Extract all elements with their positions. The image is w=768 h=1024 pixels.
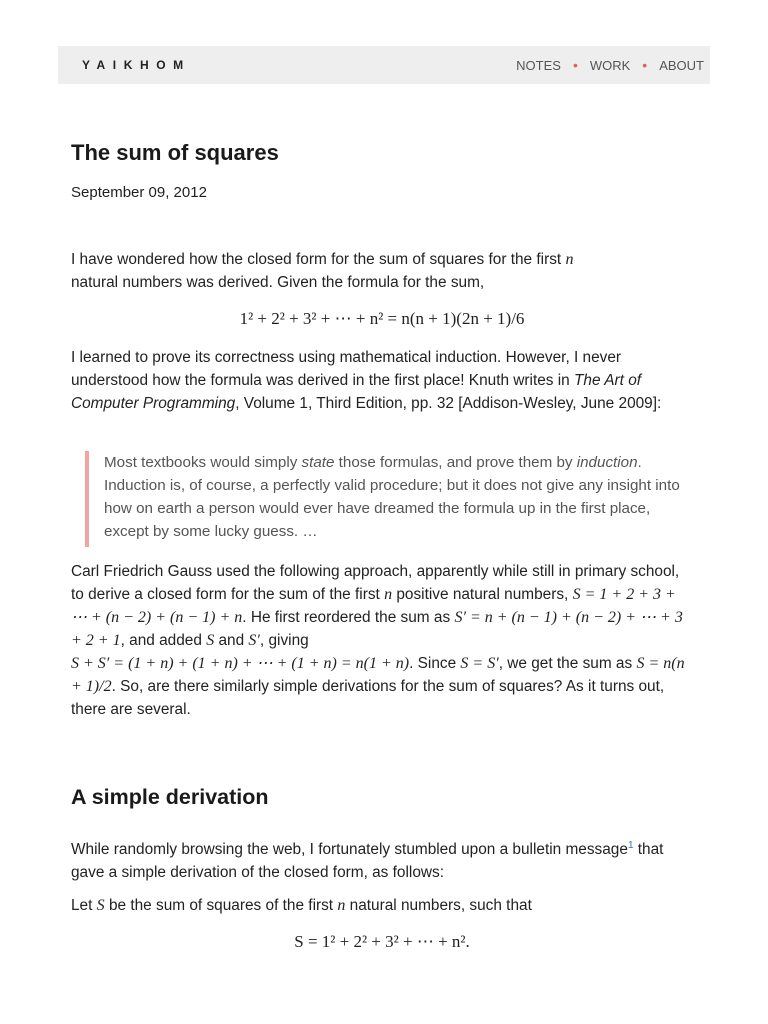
nav-item-notes[interactable]: NOTES [516,57,561,73]
knuth-blockquote: Most textbooks would simply state those formulas, and prove them by induction. Induction is, of course, a perfectly valid procedure; but it does not give any insight into how on earth a person would ever have dreamed the formula up in the first place, except by some lucky guess. … [85,451,689,547]
footnote-link[interactable]: 1 [627,840,634,851]
equation-s-definition: S = 1² + 2² + 3² + ⋯ + n². [294,932,470,951]
site-brand[interactable]: YAIKHOM [82,58,191,72]
paragraph-intro: I have wondered how the closed form for the sum of squares for the first n natural numbers was derived. Given the formula for the sum, [71,251,574,291]
nav-separator: • [642,57,648,73]
top-navbar [58,46,710,84]
paragraph-knuth: I learned to prove its correctness using mathematical induction. However, I never understood how the formula was derived in the first place! Knuth writes in The Art of Computer Programming, Volume 1, Third Edition, pp. 32 [Addison-Wesley, June 2009]: [71,349,662,412]
paragraph-bulletin: While randomly browsing the web, I fortunately stumbled upon a bulletin message$^1$ that gave a simple derivation of the closed form, as follows: [71,840,664,882]
nav-item-work[interactable]: WORK [589,57,631,73]
paragraph-let-s: Let S be the sum of squares of the first n natural numbers, such that [71,897,532,914]
article-title: The sum of squares [71,140,279,165]
equation-sum-of-squares: 1² + 2² + 3² + ⋯ + n² = n(n + 1)(2n + 1)/6 [239,309,525,328]
article-date: September 09, 2012 [71,184,207,201]
nav-item-about[interactable]: ABOUT [659,57,704,73]
nav-separator: • [572,57,578,73]
paragraph-gauss: Carl Friedrich Gauss used the following approach, apparently while still in primary school, to derive a closed form for the sum of the first n positive natural numbers, S = 1 + 2 + 3 + ⋯ + (n − 2) + (n − 1) + n. He first reordered the sum as S′ = n + (n − 1) + (n − 2) + ⋯ + 3 + 2 + 1, and added S and S′, giving S + S′ = (1 + n) + (1 + n) + ⋯ + (1 + n) = n(1 + n). Since S = S′, we get the sum as S = n(n + 1)/2. So, are there similarly simple derivations for the sum of squares? As it turns out, there are several. [71,563,685,718]
section-heading: A simple derivation [71,785,269,809]
book-title: The Art of Computer Programming [71,372,642,412]
math-n: n [565,251,574,268]
nav-menu [516,57,704,73]
